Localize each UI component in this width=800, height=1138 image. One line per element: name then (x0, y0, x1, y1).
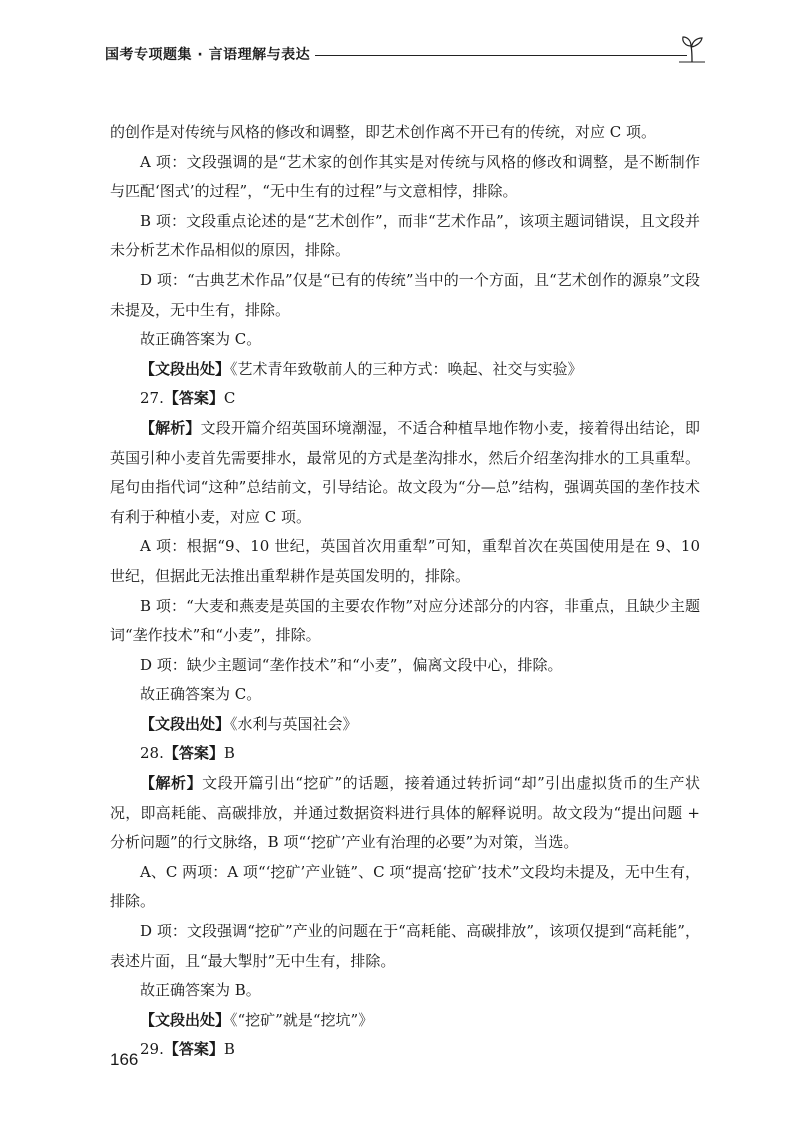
source-line (110, 355, 700, 385)
answer-label: 【答案】 (163, 744, 224, 763)
page-body (110, 118, 700, 1065)
paragraph: B 项：“大麦和燕麦是英国的主要农作物”对应分述部分的内容，非重点，且缺少主题词“垄作技术”和“小麦”，排除。 (110, 596, 700, 645)
answer-value: B (223, 744, 235, 763)
page-number: 166 (110, 1050, 139, 1069)
paragraph: B 项：文段重点论述的是“艺术创作”，而非“艺术作品”，该项主题词错误，且文段并未分析艺术作品相似的原因，排除。 (110, 211, 700, 260)
paragraph: 故正确答案为 C。 (140, 330, 262, 349)
answer-value: C (223, 389, 236, 408)
source-label: 【文段出处】 (140, 359, 231, 378)
answer-label: 【答案】 (163, 1040, 224, 1059)
source-title: 《水利与英国社会》 (230, 714, 358, 733)
source-line (110, 1006, 700, 1036)
header-title: 国考专项题集 · 言语理解与表达 (105, 47, 311, 63)
answer-line (110, 739, 700, 769)
source-label: 【文段出处】 (140, 1010, 231, 1029)
paragraph: A 项：根据“9、10 世纪，英国首次用重犁”可知，重犁首次在英国使用是在 9、10 世纪，但据此无法推出重犁耕作是英国发明的，排除。 (110, 537, 700, 585)
source-label: 【文段出处】 (140, 714, 231, 733)
answer-value: B (223, 1040, 235, 1059)
paragraph: 故正确答案为 C。 (140, 685, 262, 704)
source-line (110, 710, 700, 740)
analysis-paragraph (110, 769, 700, 858)
question-number: 27. (140, 389, 164, 408)
analysis-text: 文段开篇介绍英国环境潮湿，不适合种植旱地作物小麦，接着得出结论，即英国引种小麦首先需要排水，最常见的方式是垄沟排水，然后介绍垄沟排水的工具重犁。尾句由指代词“这种”总结前文，引导结论。故文段为“分—总”结构，强调英国的垄作技术有利于种植小麦，对应 C 项。 (110, 418, 700, 526)
analysis-label: 【解析】 (140, 774, 203, 793)
source-title: 《“挖矿”就是“挖坑”》 (230, 1010, 374, 1029)
answer-line (110, 384, 700, 414)
question-number: 28. (140, 744, 164, 763)
paragraph: D 项：文段强调“挖矿”产业的问题在于“高耗能、高碳排放”，该项仅提到“高耗能”，表述片面，且“最大掣肘”无中生有，排除。 (110, 922, 700, 970)
analysis-paragraph (110, 414, 700, 532)
paragraph: 的创作是对传统与风格的修改和调整，即艺术创作离不开已有的传统，对应 C 项。 (110, 123, 657, 141)
sprout-icon (679, 34, 705, 64)
analysis-label: 【解析】 (140, 418, 201, 437)
source-title: 《艺术青年致敬前人的三种方式：唤起、社交与实验》 (230, 359, 583, 378)
question-number: 29. (140, 1040, 164, 1059)
paragraph: 故正确答案为 B。 (140, 981, 261, 1000)
paragraph: D 项：缺少主题词“垄作技术”和“小麦”，偏离文段中心，排除。 (140, 655, 563, 674)
answer-label: 【答案】 (163, 389, 224, 408)
answer-line (110, 1035, 700, 1065)
analysis-text: 文段开篇引出“挖矿”的话题，接着通过转折词“却”引出虚拟货币的生产状况，即高耗能、高碳排放，并通过数据资料进行具体的解释说明。故文段为“提出问题 + 分析问题”的行文脉络，B 项“‘挖矿’产业有治理的必要”为对策，当选。 (110, 774, 700, 852)
header-rule (315, 55, 687, 56)
running-header (105, 38, 705, 68)
paragraph: A 项：文段强调的是“艺术家的创作其实是对传统与风格的修改和调整，是不断制作与匹配‘图式’的过程”，“无中生有的过程”与文意相悖，排除。 (110, 152, 700, 201)
paragraph: D 项：“古典艺术作品”仅是“已有的传统”当中的一个方面，且“艺术创作的源泉”文段未提及，无中生有，排除。 (110, 270, 700, 319)
paragraph: A、C 两项：A 项“‘挖矿’产业链”、C 项“提高‘挖矿’技术”文段均未提及，无中生有，排除。 (110, 862, 700, 911)
